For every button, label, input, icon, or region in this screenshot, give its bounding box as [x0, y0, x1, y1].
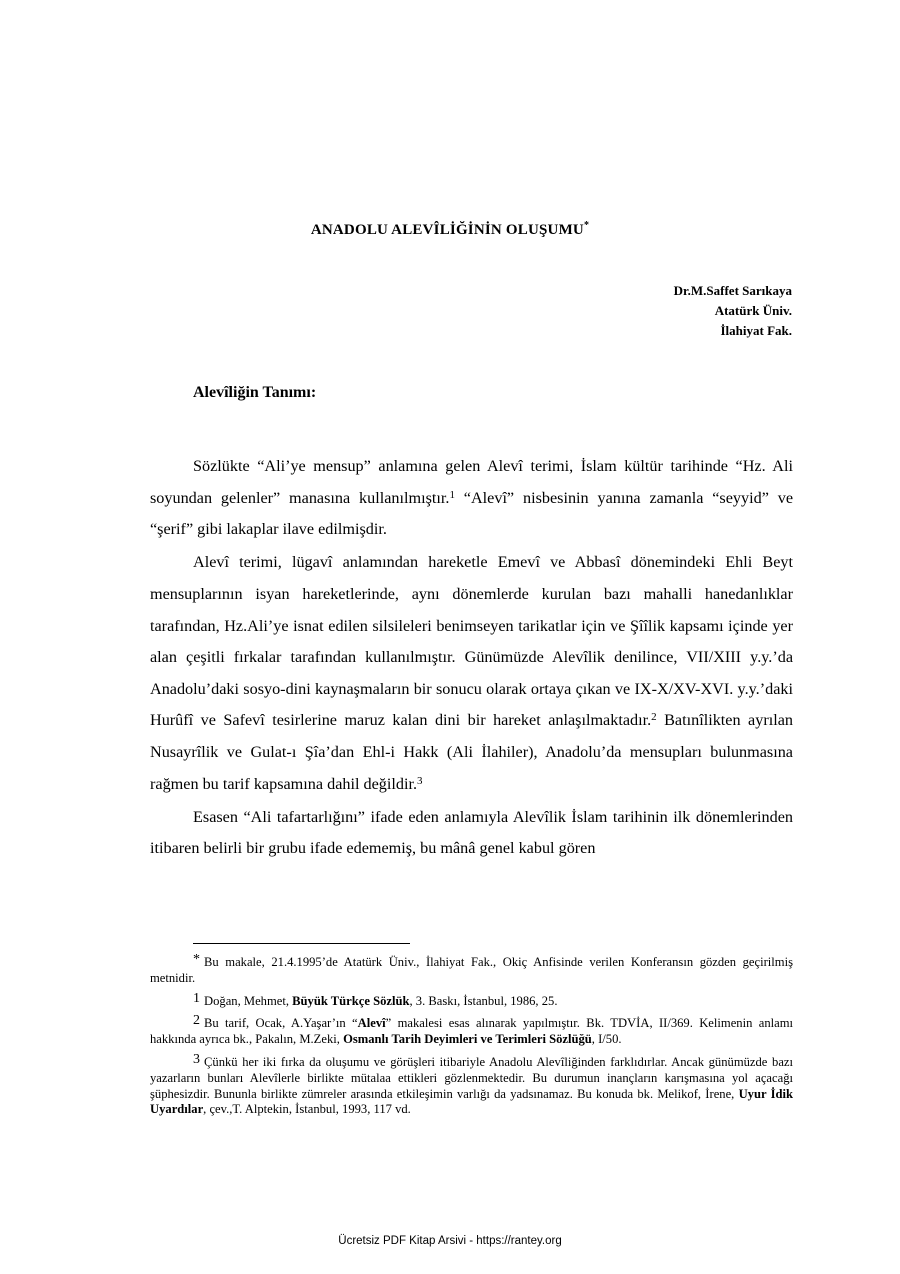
title-footnote-mark: * — [583, 220, 590, 231]
author-faculty: İlahiyat Fak. — [720, 323, 792, 338]
footnote-mark: * — [193, 952, 200, 967]
footnote-ref: 2 — [651, 711, 657, 724]
footnote-ref: 3 — [417, 774, 423, 787]
author-name: Dr.M.Saffet Sarıkaya — [673, 283, 792, 298]
footnote-mark: 1 — [193, 990, 200, 1006]
footnote-ref: 1 — [449, 488, 455, 501]
body-text — [150, 451, 793, 867]
footnote: * Bu makale, 21.4.1995’de Atatürk Üniv., İlahiyat Fak., Okiç Anfisinde verilen Konferansın gözden geçirilmiş metnidir. — [150, 952, 793, 985]
section-heading: Alevîliğin Tanımı: — [193, 384, 317, 401]
footnotes — [150, 952, 793, 1125]
footnote-mark: 3 — [193, 1051, 200, 1067]
footnote: 3 Çünkü her iki fırka da oluşumu ve görüşleri itibariyle Anadolu Alevîliğinden farklıdırlar. Ancak günümüzde bazı yazarların bunları Alevîlerle birlikte mütalaa ettikleri gözlenmektedir. Bu durumun inançların karışmasına yol açacağı şüphesizdir. Bununla birlikte zümreler arasında etkileşimin varlığı da yadsınamaz. Bu konuda bk. Melikof, İrene, Uyur İdik Uyardılar, çev.,T. Alptekin, İstanbul, 1993, 117 vd. — [150, 1051, 793, 1117]
footnote-separator — [193, 943, 410, 944]
page-footer: Ücretsiz PDF Kitap Arsivi - https://rantey.org — [338, 1235, 562, 1247]
article-title: ANADOLU ALEVÎLİĞİNİN OLUŞUMU* — [310, 220, 590, 238]
author-university: Atatürk Üniv. — [714, 303, 792, 318]
paragraph: Esasen “Ali tafartarlığını” ifade eden anlamıyla Alevîlik İslam tarihinin ilk dönemlerinden itibaren belirli bir grubu ifade edememiş, bu mânâ genel kabul gören — [150, 807, 793, 858]
paragraph: Sözlükte “Ali’ye mensup” anlamına gelen Alevî terimi, İslam kültür tarihinde “Hz. Ali soyundan gelenler” manasına kullanılmıştır.$^1$ “Alevî” nisbesinin yanına zamanla “seyyid” ve “şerif” gibi lakaplar ilave edilmişdir. — [150, 457, 794, 539]
author-block — [674, 281, 792, 341]
footnote-mark: 2 — [193, 1013, 200, 1029]
footnote: 1 Doğan, Mehmet, Büyük Türkçe Sözlük, 3. Baskı, İstanbul, 1986, 25. — [193, 990, 558, 1008]
paragraph: Alevî terimi, lügavî anlamından hareketle Emevî ve Abbasî dönemindeki Ehli Beyt mensuplarının isyan hareketlerinde, aynı dönemlerde kurulan bazı mahalli hanedanlıklar tarafından, Hz.Ali’ye isnat edilen silsileleri benimseyen tarikatlar için ve Şîîlik kapsamı içinde yer alan çeşitli fırkalar tarafından kullanılmıştır. Günümüzde Alevîlik denilince, VII/XIII y.y.’da Anadolu’daki sosyo-dini kaynaşmaların bir sonucu olarak ortaya çıkan ve IX-X/XV-XVI. y.y.’daki Hurûfî ve Safevî tesirlerine maruz kalan dini bir hareket anlaşılmaktadır.$^2$ Batınîlikten ayrılan Nusayrîlik ve Gulat-ı Şîa’dan Ehl-i Hakk (Ali İlahiler), Anadolu’da mensupları bulunmasına rağmen bu tarif kapsamına dahil değildir.$^3$ — [150, 553, 793, 793]
footnote: 2 Bu tarif, Ocak, A.Yaşar’ın “Alevî” makalesi esas alınarak yapılmıştır. Bk. TDVİA, II/369. Kelimenin anlamı hakkında ayrıca bk., Pakalın, M.Zeki, Osmanlı Tarih Deyimleri ve Terimleri Sözlüğü, I/50. — [150, 1013, 793, 1047]
